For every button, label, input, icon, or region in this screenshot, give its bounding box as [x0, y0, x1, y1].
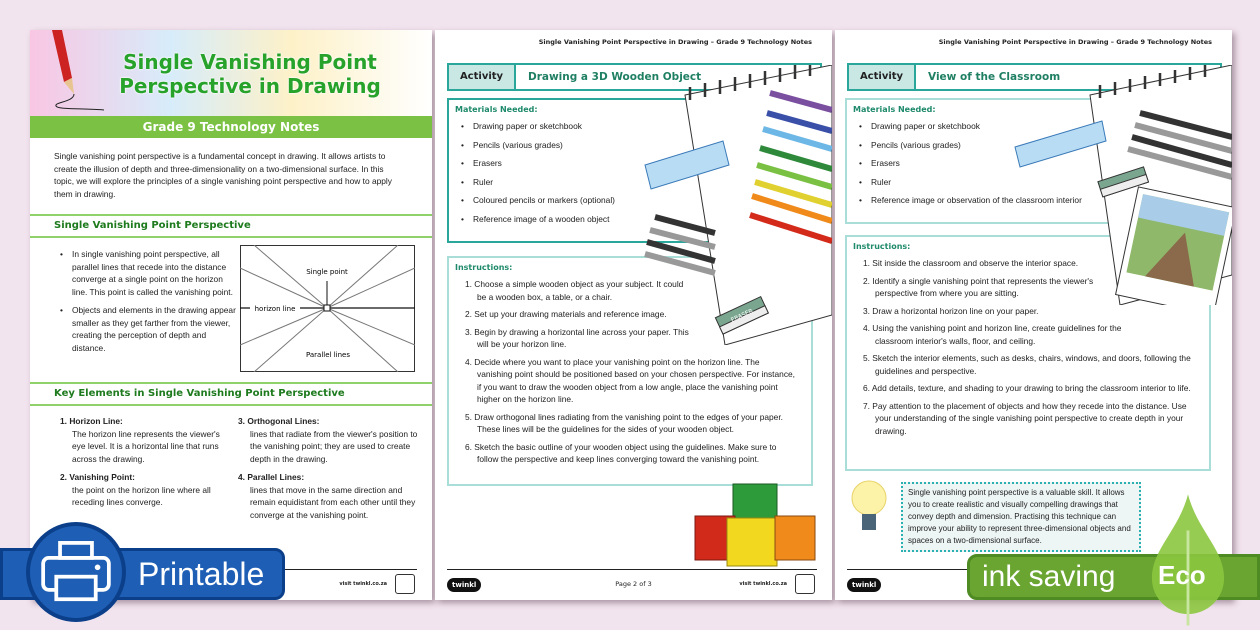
key-element: 1. Horizon Line: The horizon line represents the viewer's eye level. It is a horizontal line that runs across the drawing. — [60, 416, 220, 464]
twinkl-logo: twinkl — [847, 578, 881, 592]
material-item: • Pencils (various grades) — [461, 139, 739, 152]
parallel-lines-label: Parallel lines — [305, 351, 351, 359]
instruction-step: 1. Choose a simple wooden object as your subject. It could be a wooden box, a table, or a chair. — [465, 279, 684, 302]
instruction-step: 3. Begin by drawing a horizontal line across your paper. This will be your horizon line. — [465, 326, 689, 349]
eco-label: Eco — [1158, 560, 1206, 590]
instruction-step: 6. Sketch the basic outline of your wooden object using the guidelines. Make sure to follow the perspective and keep lines converging toward the vanishing point. — [465, 441, 777, 464]
material-item: • Reference image of a wooden object — [461, 213, 739, 226]
material-item: • Ruler — [461, 176, 739, 189]
footer-url[interactable]: visit twinkl.co.za — [739, 581, 787, 587]
instruction-step: 1. Sit inside the classroom and observe the interior space. — [863, 258, 1079, 268]
activity-label: Activity — [449, 65, 516, 89]
vanishing-point-marker — [324, 305, 330, 311]
material-item: • Ruler — [859, 176, 1137, 189]
instruction-step: 5. Sketch the interior elements, such as desks, chairs, windows, and doors, following the guidelines and perspective. — [863, 353, 1191, 376]
running-header: Single Vanishing Point Perspective in Drawing – Grade 9 Technology Notes — [938, 38, 1212, 46]
section-heading: Single Vanishing Point Perspective — [30, 214, 432, 238]
material-item: • Erasers — [859, 157, 1137, 170]
quality-stamp-icon — [795, 574, 815, 594]
worksheet-page-2 — [435, 30, 832, 600]
bullet-list — [60, 248, 240, 360]
tip-text: Single vanishing point perspective is a valuable skill. It allows you to create realistic and visually compelling drawings that convey depth and dimension. Practising this technique can improve your ability to represent three-dimensional objects and spaces on a two-dimensional surface. — [908, 488, 1131, 545]
intro-paragraph: Single vanishing point perspective is a fundamental concept in drawing. It allows artists to create the illusion of depth and three-dimensionality on a two-dimensional surface. In this topic, we will explore the principles of a single vanishing point perspective and how to apply them in drawing. — [54, 151, 392, 199]
key-element: 4. Parallel Lines: lines that move in the same direction and remain equidistant from each other until they converge at the vanishing point. — [238, 472, 416, 520]
material-item: • Coloured pencils or markers (optional) — [461, 194, 739, 207]
wooden-blocks-illustration — [693, 482, 823, 570]
instruction-step: 6. Add details, texture, and shading to your drawing to bring the classroom interior to life. — [863, 383, 1191, 393]
activity-title: Drawing a 3D Wooden Object — [528, 71, 702, 83]
printer-icon — [26, 522, 126, 622]
instruction-step: 5. Draw orthogonal lines radiating from the vanishing point to the edges of your paper. These lines will be the guidelines for the sides of your wooden object. — [465, 411, 783, 434]
footer-rule — [447, 569, 817, 570]
page-number: Page 2 of 3 — [615, 580, 652, 588]
materials-heading: Materials Needed: — [853, 105, 936, 114]
single-point-label: Single point — [306, 268, 348, 276]
instruction-step: 4. Decide where you want to place your vanishing point on the horizon line. The vanishing point should be positioned based on your chosen perspective. For instance, if you want to draw the wooden object from a low angle, place the vanishing point higher on the horizon line. — [465, 356, 795, 404]
horizon-line-label: horizon line — [254, 305, 296, 313]
twinkl-logo: twinkl — [447, 578, 481, 592]
instructions-heading: Instructions: — [455, 263, 513, 272]
instruction-step: 2. Set up your drawing materials and reference image. — [465, 309, 667, 319]
key-element: 2. Vanishing Point: the point on the horizon line where all receding lines converge. — [60, 472, 211, 507]
printable-label: Printable — [138, 556, 265, 592]
instructions-heading: Instructions: — [853, 242, 911, 251]
sketchbook-photo-illustration — [1010, 65, 1232, 305]
instruction-step: 3. Draw a horizontal horizon line on your paper. — [863, 305, 1039, 316]
eco-leaf-icon — [1150, 492, 1226, 626]
running-header: Single Vanishing Point Perspective in Drawing – Grade 9 Technology Notes — [538, 38, 812, 46]
vanishing-point-diagram — [240, 245, 415, 372]
svg-text:ERASER: ERASER — [729, 307, 755, 324]
lightbulb-icon — [849, 478, 889, 542]
quality-stamp-icon — [395, 574, 415, 594]
tip-box — [901, 482, 1141, 552]
instruction-step: 7. Pay attention to the placement of objects and how they recede into the distance. Use your understanding of the single vanishing point perspective to create depth in your drawing. — [863, 400, 1187, 436]
section-heading: Key Elements in Single Vanishing Point Perspective — [30, 382, 432, 406]
activity-label: Activity — [849, 65, 916, 89]
subtitle-bar: Grade 9 Technology Notes — [30, 116, 432, 138]
key-element: 3. Orthogonal Lines: lines that radiate from the viewer's position to the vanishing point; they are used to create depth in the drawing. — [238, 416, 418, 464]
instruction-step: 4. Using the vanishing point and horizon line, create guidelines for the classroom interior's walls, floor, and ceiling. — [863, 323, 1122, 346]
materials-heading: Materials Needed: — [455, 105, 538, 114]
worksheet-page-1 — [30, 30, 432, 600]
sketchbook-pencils-illustration — [605, 65, 832, 345]
page-title: Single Vanishing Point Perspective in Drawing — [119, 50, 381, 98]
material-item: • Erasers — [461, 157, 739, 170]
material-item: • Pencils (various grades) — [859, 139, 1137, 152]
bullet-item: • In single vanishing point perspective, all parallel lines that recede into the distance converge at a single point on the horizon line. This point is called the vanishing point. — [60, 248, 240, 298]
material-item: • Drawing paper or sketchbook — [461, 120, 739, 133]
bullet-item: • Objects and elements in the drawing appear smaller as they get farther from the viewer, creating the perception of depth and distance. — [60, 304, 240, 354]
footer-url[interactable]: visit twinkl.co.za — [339, 581, 387, 587]
pencil-icon — [44, 30, 104, 116]
activity-title: View of the Classroom — [928, 71, 1061, 83]
ruler-icon — [1015, 121, 1106, 167]
material-item: • Reference image or observation of the classroom interior — [859, 194, 1137, 207]
material-item: • Drawing paper or sketchbook — [859, 120, 1137, 133]
instruction-step: 2. Identify a single vanishing point that represents the viewer's perspective from where you are sitting. — [863, 275, 1094, 298]
ink-saving-label: ink saving — [982, 560, 1116, 593]
